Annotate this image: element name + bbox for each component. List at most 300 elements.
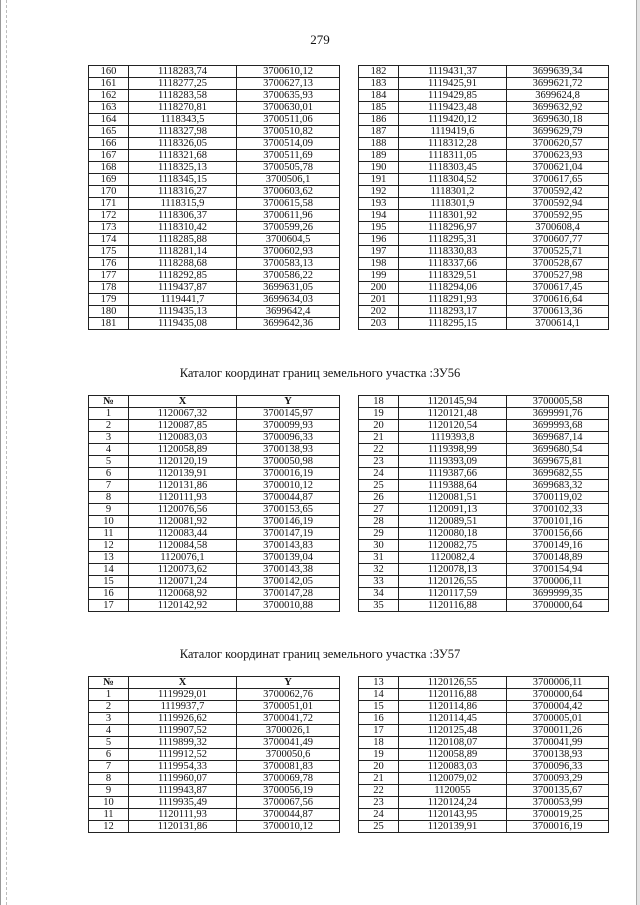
table-row — [359, 294, 609, 306]
y-coordinate-cell: 3700016,19 — [507, 821, 609, 833]
y-coordinate-cell: 3699639,34 — [507, 66, 609, 78]
x-coordinate-cell: 1118312,28 — [399, 138, 507, 150]
point-number-cell: 17 — [359, 725, 399, 737]
x-coordinate-cell: 1120067,32 — [129, 408, 237, 420]
y-coordinate-cell: 3700093,29 — [507, 773, 609, 785]
header-y: Y — [237, 396, 340, 408]
x-coordinate-cell: 1119926,62 — [129, 713, 237, 725]
point-number-cell: 33 — [359, 576, 399, 588]
table-row — [359, 749, 609, 761]
y-coordinate-cell: 3699999,35 — [507, 588, 609, 600]
table-row — [89, 318, 340, 330]
table-row — [359, 318, 609, 330]
point-number-cell: 194 — [359, 210, 399, 222]
point-number-cell: 10 — [89, 797, 129, 809]
table-row — [359, 773, 609, 785]
header-no: № — [89, 396, 129, 408]
x-coordinate-cell: 1118345,15 — [129, 174, 237, 186]
point-number-cell: 182 — [359, 66, 399, 78]
y-coordinate-cell: 3700006,11 — [507, 677, 609, 689]
y-coordinate-cell: 3700000,64 — [507, 600, 609, 612]
point-number-cell: 11 — [89, 809, 129, 821]
y-coordinate-cell: 3699621,72 — [507, 78, 609, 90]
x-coordinate-cell: 1120091,13 — [399, 504, 507, 516]
point-number-cell: 32 — [359, 564, 399, 576]
y-coordinate-cell: 3700138,93 — [507, 749, 609, 761]
x-coordinate-cell: 1118325,13 — [129, 162, 237, 174]
point-number-cell: 175 — [89, 246, 129, 258]
coord-table-zu56-right — [358, 395, 609, 612]
table-row — [89, 516, 340, 528]
table-row — [359, 102, 609, 114]
point-number-cell: 167 — [89, 150, 129, 162]
y-coordinate-cell: 3700617,45 — [507, 282, 609, 294]
table-row — [89, 222, 340, 234]
table-row — [89, 701, 340, 713]
x-coordinate-cell: 1118337,66 — [399, 258, 507, 270]
y-coordinate-cell: 3700010,12 — [237, 821, 340, 833]
x-coordinate-cell: 1119954,33 — [129, 761, 237, 773]
point-number-cell: 5 — [89, 456, 129, 468]
x-coordinate-cell: 1118315,9 — [129, 198, 237, 210]
y-coordinate-cell: 3700592,42 — [507, 186, 609, 198]
table-row — [359, 821, 609, 833]
table-row — [359, 150, 609, 162]
table-row — [89, 234, 340, 246]
x-coordinate-cell: 1119423,48 — [399, 102, 507, 114]
table-row — [359, 258, 609, 270]
x-coordinate-cell: 1120139,91 — [399, 821, 507, 833]
x-coordinate-cell: 1118321,68 — [129, 150, 237, 162]
point-number-cell: 203 — [359, 318, 399, 330]
x-coordinate-cell: 1120142,92 — [129, 600, 237, 612]
catalog-zu56-title: Каталог координат границ земельного участка :ЗУ56 — [179, 366, 461, 380]
point-number-cell: 13 — [359, 677, 399, 689]
y-coordinate-cell: 3699683,32 — [507, 480, 609, 492]
point-number-cell: 166 — [89, 138, 129, 150]
point-number-cell: 200 — [359, 282, 399, 294]
y-coordinate-cell: 3700635,93 — [237, 90, 340, 102]
y-coordinate-cell: 3699629,79 — [507, 126, 609, 138]
table-row — [89, 713, 340, 725]
y-coordinate-cell: 3700041,72 — [237, 713, 340, 725]
x-coordinate-cell: 1120108,07 — [399, 737, 507, 749]
point-number-cell: 25 — [359, 480, 399, 492]
y-coordinate-cell: 3700069,78 — [237, 773, 340, 785]
y-coordinate-cell: 3699642,4 — [237, 306, 340, 318]
y-coordinate-cell: 3700608,4 — [507, 222, 609, 234]
y-coordinate-cell: 3700149,16 — [507, 540, 609, 552]
y-coordinate-cell: 3700617,65 — [507, 174, 609, 186]
point-number-cell: 196 — [359, 234, 399, 246]
x-coordinate-cell: 1118294,06 — [399, 282, 507, 294]
point-number-cell: 6 — [89, 749, 129, 761]
x-coordinate-cell: 1120082,75 — [399, 540, 507, 552]
point-number-cell: 174 — [89, 234, 129, 246]
scan-left-edge — [0, 0, 7, 905]
table-row — [89, 689, 340, 701]
y-coordinate-cell: 3699680,54 — [507, 444, 609, 456]
table-row — [359, 198, 609, 210]
x-coordinate-cell: 1120076,1 — [129, 552, 237, 564]
y-coordinate-cell: 3700053,99 — [507, 797, 609, 809]
table-row — [359, 713, 609, 725]
table-row — [359, 576, 609, 588]
table-row — [359, 210, 609, 222]
point-number-cell: 12 — [89, 821, 129, 833]
point-number-cell: 8 — [89, 773, 129, 785]
y-coordinate-cell: 3699687,14 — [507, 432, 609, 444]
point-number-cell: 4 — [89, 725, 129, 737]
table-row — [359, 797, 609, 809]
point-number-cell: 18 — [359, 737, 399, 749]
x-coordinate-cell: 1119437,87 — [129, 282, 237, 294]
table-header-row — [89, 396, 340, 408]
y-coordinate-cell: 3700586,22 — [237, 270, 340, 282]
y-coordinate-cell: 3700135,67 — [507, 785, 609, 797]
point-number-cell: 14 — [89, 564, 129, 576]
y-coordinate-cell: 3700604,5 — [237, 234, 340, 246]
x-coordinate-cell: 1118296,97 — [399, 222, 507, 234]
table-row — [359, 588, 609, 600]
x-coordinate-cell: 1120111,93 — [129, 492, 237, 504]
table-row — [89, 306, 340, 318]
table-row — [359, 492, 609, 504]
y-coordinate-cell: 3700006,11 — [507, 576, 609, 588]
table-row — [359, 138, 609, 150]
x-coordinate-cell: 1120082,4 — [399, 552, 507, 564]
table-row — [89, 162, 340, 174]
table-row — [359, 468, 609, 480]
y-coordinate-cell: 3700050,98 — [237, 456, 340, 468]
x-coordinate-cell: 1118329,51 — [399, 270, 507, 282]
x-coordinate-cell: 1120081,92 — [129, 516, 237, 528]
point-number-cell: 191 — [359, 174, 399, 186]
y-coordinate-cell: 3700145,97 — [237, 408, 340, 420]
table-row — [89, 186, 340, 198]
point-number-cell: 1 — [89, 408, 129, 420]
table-row — [89, 749, 340, 761]
table-row — [359, 186, 609, 198]
point-number-cell: 168 — [89, 162, 129, 174]
x-coordinate-cell: 1118326,05 — [129, 138, 237, 150]
y-coordinate-cell: 3700004,42 — [507, 701, 609, 713]
point-number-cell: 1 — [89, 689, 129, 701]
x-coordinate-cell: 1120131,86 — [129, 821, 237, 833]
table-row — [359, 504, 609, 516]
point-number-cell: 7 — [89, 761, 129, 773]
table-row — [89, 114, 340, 126]
y-coordinate-cell: 3700623,93 — [507, 150, 609, 162]
y-coordinate-cell: 3700005,58 — [507, 396, 609, 408]
table-row — [359, 480, 609, 492]
x-coordinate-cell: 1118304,52 — [399, 174, 507, 186]
point-number-cell: 15 — [359, 701, 399, 713]
x-coordinate-cell: 1119420,12 — [399, 114, 507, 126]
table-row — [89, 210, 340, 222]
page-number: 279 — [310, 32, 330, 47]
table-row — [89, 444, 340, 456]
x-coordinate-cell: 1120116,88 — [399, 689, 507, 701]
point-number-cell: 6 — [89, 468, 129, 480]
x-coordinate-cell: 1119393,8 — [399, 432, 507, 444]
y-coordinate-cell: 3700044,87 — [237, 809, 340, 821]
point-number-cell: 2 — [89, 420, 129, 432]
y-coordinate-cell: 3700614,1 — [507, 318, 609, 330]
table-row — [359, 246, 609, 258]
point-number-cell: 22 — [359, 444, 399, 456]
y-coordinate-cell: 3700102,33 — [507, 504, 609, 516]
point-number-cell: 179 — [89, 294, 129, 306]
y-coordinate-cell: 3700527,98 — [507, 270, 609, 282]
table-row — [89, 294, 340, 306]
table-row — [359, 761, 609, 773]
table-row — [89, 504, 340, 516]
x-coordinate-cell: 1118283,74 — [129, 66, 237, 78]
x-coordinate-cell: 1120120,19 — [129, 456, 237, 468]
y-coordinate-cell: 3699632,92 — [507, 102, 609, 114]
point-number-cell: 21 — [359, 432, 399, 444]
point-number-cell: 10 — [89, 516, 129, 528]
point-number-cell: 11 — [89, 528, 129, 540]
x-coordinate-cell: 1118310,42 — [129, 222, 237, 234]
x-coordinate-cell: 1119943,87 — [129, 785, 237, 797]
table-row — [359, 270, 609, 282]
point-number-cell: 185 — [359, 102, 399, 114]
table-row — [359, 408, 609, 420]
y-coordinate-cell: 3700143,38 — [237, 564, 340, 576]
x-coordinate-cell: 1118291,93 — [399, 294, 507, 306]
point-number-cell: 5 — [89, 737, 129, 749]
y-coordinate-cell: 3700148,89 — [507, 552, 609, 564]
table-row — [89, 540, 340, 552]
x-coordinate-cell: 1120073,62 — [129, 564, 237, 576]
table-row — [89, 564, 340, 576]
y-coordinate-cell: 3700019,25 — [507, 809, 609, 821]
point-number-cell: 7 — [89, 480, 129, 492]
header-x: X — [129, 677, 237, 689]
y-coordinate-cell: 3700599,26 — [237, 222, 340, 234]
y-coordinate-cell: 3700101,16 — [507, 516, 609, 528]
table-row — [89, 588, 340, 600]
point-number-cell: 169 — [89, 174, 129, 186]
point-number-cell: 13 — [89, 552, 129, 564]
y-coordinate-cell: 3700146,19 — [237, 516, 340, 528]
table-row — [359, 725, 609, 737]
point-number-cell: 9 — [89, 504, 129, 516]
x-coordinate-cell: 1120116,88 — [399, 600, 507, 612]
point-number-cell: 16 — [89, 588, 129, 600]
table-row — [89, 773, 340, 785]
x-coordinate-cell: 1120083,44 — [129, 528, 237, 540]
x-coordinate-cell: 1120058,89 — [399, 749, 507, 761]
table-row — [89, 456, 340, 468]
y-coordinate-cell: 3700592,94 — [507, 198, 609, 210]
table-row — [359, 540, 609, 552]
x-coordinate-cell: 1120114,86 — [399, 701, 507, 713]
point-number-cell: 199 — [359, 270, 399, 282]
point-number-cell: 9 — [89, 785, 129, 797]
x-coordinate-cell: 1120125,48 — [399, 725, 507, 737]
y-coordinate-cell: 3700156,66 — [507, 528, 609, 540]
x-coordinate-cell: 1120126,55 — [399, 576, 507, 588]
table-row — [89, 552, 340, 564]
point-number-cell: 28 — [359, 516, 399, 528]
x-coordinate-cell: 1120143,95 — [399, 809, 507, 821]
point-number-cell: 2 — [89, 701, 129, 713]
point-number-cell: 173 — [89, 222, 129, 234]
y-coordinate-cell: 3700525,71 — [507, 246, 609, 258]
x-coordinate-cell: 1120117,59 — [399, 588, 507, 600]
y-coordinate-cell: 3700050,6 — [237, 749, 340, 761]
table-row — [89, 150, 340, 162]
x-coordinate-cell: 1118295,31 — [399, 234, 507, 246]
point-number-cell: 198 — [359, 258, 399, 270]
point-number-cell: 177 — [89, 270, 129, 282]
x-coordinate-cell: 1118270,81 — [129, 102, 237, 114]
point-number-cell: 15 — [89, 576, 129, 588]
x-coordinate-cell: 1118293,17 — [399, 306, 507, 318]
y-coordinate-cell: 3700615,58 — [237, 198, 340, 210]
table-row — [89, 468, 340, 480]
x-coordinate-cell: 1119429,85 — [399, 90, 507, 102]
point-number-cell: 18 — [359, 396, 399, 408]
table-row — [89, 492, 340, 504]
x-coordinate-cell: 1118295,15 — [399, 318, 507, 330]
y-coordinate-cell: 3700067,56 — [237, 797, 340, 809]
x-coordinate-cell: 1120079,02 — [399, 773, 507, 785]
table-row — [89, 102, 340, 114]
y-coordinate-cell: 3700147,28 — [237, 588, 340, 600]
point-number-cell: 178 — [89, 282, 129, 294]
y-coordinate-cell: 3700627,13 — [237, 78, 340, 90]
y-coordinate-cell: 3700051,01 — [237, 701, 340, 713]
y-coordinate-cell: 3700510,82 — [237, 126, 340, 138]
y-coordinate-cell: 3700081,83 — [237, 761, 340, 773]
point-number-cell: 160 — [89, 66, 129, 78]
y-coordinate-cell: 3699642,36 — [237, 318, 340, 330]
table-row — [89, 797, 340, 809]
x-coordinate-cell: 1119388,64 — [399, 480, 507, 492]
x-coordinate-cell: 1118330,83 — [399, 246, 507, 258]
table-row — [89, 420, 340, 432]
point-number-cell: 171 — [89, 198, 129, 210]
y-coordinate-cell: 3699993,68 — [507, 420, 609, 432]
table-row — [89, 821, 340, 833]
y-coordinate-cell: 3700056,19 — [237, 785, 340, 797]
x-coordinate-cell: 1120083,03 — [129, 432, 237, 444]
point-number-cell: 187 — [359, 126, 399, 138]
x-coordinate-cell: 1118288,68 — [129, 258, 237, 270]
y-coordinate-cell: 3700139,04 — [237, 552, 340, 564]
y-coordinate-cell: 3700143,83 — [237, 540, 340, 552]
x-coordinate-cell: 1118343,5 — [129, 114, 237, 126]
table-row — [359, 689, 609, 701]
x-coordinate-cell: 1120089,51 — [399, 516, 507, 528]
y-coordinate-cell: 3700026,1 — [237, 725, 340, 737]
y-coordinate-cell: 3700147,19 — [237, 528, 340, 540]
point-number-cell: 16 — [359, 713, 399, 725]
point-number-cell: 201 — [359, 294, 399, 306]
x-coordinate-cell: 1119393,09 — [399, 456, 507, 468]
table-row — [89, 198, 340, 210]
table-row — [89, 737, 340, 749]
point-number-cell: 20 — [359, 761, 399, 773]
table-row — [359, 162, 609, 174]
table-row — [359, 600, 609, 612]
y-coordinate-cell: 3700505,78 — [237, 162, 340, 174]
table-row — [359, 90, 609, 102]
table-row — [359, 432, 609, 444]
y-coordinate-cell: 3700096,33 — [237, 432, 340, 444]
x-coordinate-cell: 1120076,56 — [129, 504, 237, 516]
table-row — [89, 174, 340, 186]
point-number-cell: 192 — [359, 186, 399, 198]
x-coordinate-cell: 1118301,92 — [399, 210, 507, 222]
y-coordinate-cell: 3700138,93 — [237, 444, 340, 456]
table-row — [359, 234, 609, 246]
y-coordinate-cell: 3699675,81 — [507, 456, 609, 468]
table-row — [359, 78, 609, 90]
x-coordinate-cell: 1120139,91 — [129, 468, 237, 480]
table-row — [359, 737, 609, 749]
point-number-cell: 197 — [359, 246, 399, 258]
table-row — [359, 552, 609, 564]
x-coordinate-cell: 1120084,58 — [129, 540, 237, 552]
y-coordinate-cell: 3700142,05 — [237, 576, 340, 588]
coord-table-zu57-left — [88, 676, 340, 833]
x-coordinate-cell: 1118277,25 — [129, 78, 237, 90]
x-coordinate-cell: 1120068,92 — [129, 588, 237, 600]
y-coordinate-cell: 3700041,49 — [237, 737, 340, 749]
y-coordinate-cell: 3700010,88 — [237, 600, 340, 612]
y-coordinate-cell: 3700616,64 — [507, 294, 609, 306]
point-number-cell: 188 — [359, 138, 399, 150]
point-number-cell: 23 — [359, 456, 399, 468]
y-coordinate-cell: 3700041,99 — [507, 737, 609, 749]
table-row — [359, 396, 609, 408]
x-coordinate-cell: 1120080,18 — [399, 528, 507, 540]
x-coordinate-cell: 1119431,37 — [399, 66, 507, 78]
y-coordinate-cell: 3700611,96 — [237, 210, 340, 222]
y-coordinate-cell: 3700511,06 — [237, 114, 340, 126]
point-number-cell: 26 — [359, 492, 399, 504]
y-coordinate-cell: 3700621,04 — [507, 162, 609, 174]
x-coordinate-cell: 1118316,27 — [129, 186, 237, 198]
point-number-cell: 162 — [89, 90, 129, 102]
header-y: Y — [237, 677, 340, 689]
x-coordinate-cell: 1118303,45 — [399, 162, 507, 174]
x-coordinate-cell: 1119929,01 — [129, 689, 237, 701]
y-coordinate-cell: 3700592,95 — [507, 210, 609, 222]
y-coordinate-cell: 3700096,33 — [507, 761, 609, 773]
y-coordinate-cell: 3700153,65 — [237, 504, 340, 516]
table-row — [359, 306, 609, 318]
point-number-cell: 186 — [359, 114, 399, 126]
x-coordinate-cell: 1120058,89 — [129, 444, 237, 456]
x-coordinate-cell: 1120078,13 — [399, 564, 507, 576]
y-coordinate-cell: 3700602,93 — [237, 246, 340, 258]
table-row — [359, 516, 609, 528]
table-row — [89, 408, 340, 420]
catalog-zu57-title: Каталог координат границ земельного участка :ЗУ57 — [179, 647, 461, 661]
point-number-cell: 161 — [89, 78, 129, 90]
x-coordinate-cell: 1118311,05 — [399, 150, 507, 162]
point-number-cell: 164 — [89, 114, 129, 126]
point-number-cell: 181 — [89, 318, 129, 330]
table-row — [89, 126, 340, 138]
point-number-cell: 3 — [89, 432, 129, 444]
